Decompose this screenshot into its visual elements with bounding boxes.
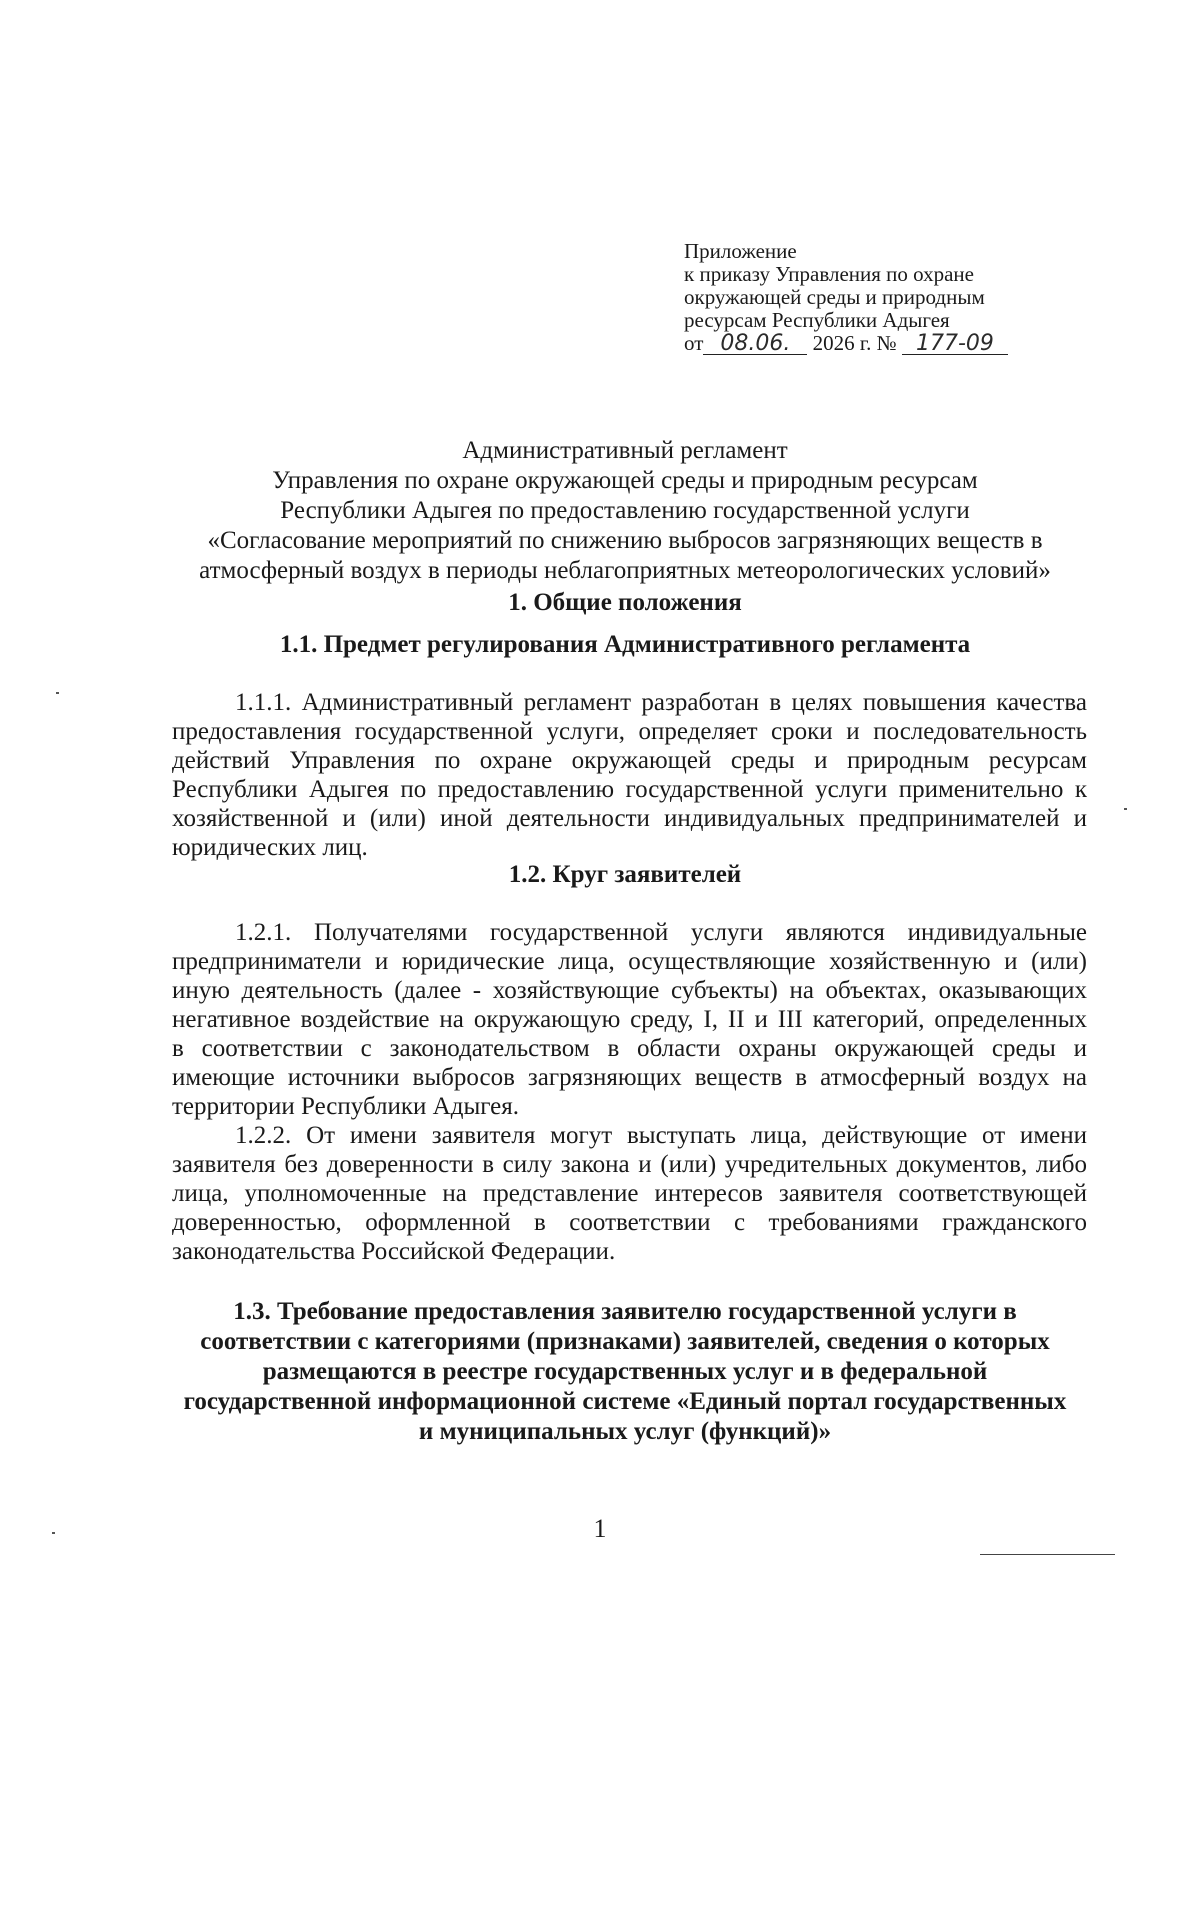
scan-speck	[1124, 808, 1127, 810]
paragraph-line: 1.1.1. Административный регламент разработан в целях повышения качества	[235, 689, 1087, 716]
heading-line: государственной информационной системе «Единый портал государственных	[183, 1388, 1067, 1415]
page-number: 1	[593, 1514, 607, 1543]
heading-line: и муниципальных услуг (функций)»	[418, 1418, 832, 1445]
approval-date-line	[684, 332, 1084, 355]
paragraph-line: заявителя без доверенности в силу закона и (или) учредительных документов, либо	[172, 1151, 1087, 1178]
handwritten-order-number: 177-09	[902, 334, 1008, 355]
paragraph-1-2-1	[172, 918, 1087, 1121]
approval-line: окружающей среды и природным	[684, 285, 985, 309]
paragraph-1-2-2	[172, 1121, 1087, 1266]
heading-line: соответствии с категориями (признаками) заявителей, сведения о которых	[200, 1328, 1050, 1355]
section-1-heading	[160, 588, 1090, 618]
approval-line: к приказу Управления по охране	[684, 262, 974, 286]
heading-line: 1.3. Требование предоставления заявителю государственной услуги в	[233, 1298, 1017, 1325]
paragraph-line: 1.2.2. От имени заявителя могут выступать лица, действующие от имени	[235, 1122, 1087, 1149]
paragraph-line: негативное воздействие на окружающую среду, I, II и III категорий, определенных	[172, 1006, 1087, 1033]
paragraph-line: Республики Адыгея по предоставлению государственной услуги применительно к	[172, 776, 1087, 803]
section-1-2-heading	[160, 860, 1090, 890]
paragraph-line: территории Республики Адыгея.	[172, 1093, 520, 1120]
footer-rule	[980, 1554, 1115, 1555]
title-line: атмосферный воздух в периоды неблагоприятных метеорологических условий»	[199, 557, 1051, 584]
heading-text: 1.2. Круг заявителей	[508, 861, 742, 888]
section-1-1-heading	[160, 630, 1090, 660]
paragraph-line: доверенностью, оформленной в соответствии с требованиями гражданского	[172, 1209, 1087, 1236]
paragraph-line: законодательства Российской Федерации.	[172, 1238, 616, 1265]
paragraph-line: иную деятельность (далее - хозяйствующие субъекты) на объектах, оказывающих	[172, 977, 1087, 1004]
paragraph-line: лица, уполномоченные на представление интересов заявителя соответствующей	[172, 1180, 1087, 1207]
paragraph-1-1-1	[172, 688, 1087, 862]
paragraph-line: 1.2.1. Получателями государственной услуги являются индивидуальные	[235, 919, 1087, 946]
handwritten-date: 08.06.	[703, 334, 807, 355]
heading-line: размещаются в реестре государственных услуг и в федеральной	[262, 1358, 988, 1385]
scan-speck	[52, 1532, 55, 1534]
paragraph-line: хозяйственной и (или) иной деятельности индивидуальных предпринимателей и	[172, 805, 1087, 832]
title-line: Управления по охране окружающей среды и природным ресурсам	[272, 467, 978, 494]
title-line: «Согласование мероприятий по снижению выбросов загрязняющих веществ в	[207, 527, 1043, 554]
section-1-3-heading	[160, 1297, 1090, 1447]
heading-text: 1. Общие положения	[508, 589, 742, 616]
paragraph-line: предоставления государственной услуги, определяет сроки и последовательность	[172, 718, 1087, 745]
scan-speck	[56, 692, 59, 694]
approval-block	[684, 240, 1084, 355]
paragraph-line: имеющие источники выбросов загрязняющих веществ в атмосферный воздух на	[172, 1064, 1087, 1091]
heading-text: 1.1. Предмет регулирования Административного регламента	[279, 631, 971, 658]
title-line: Административный регламент	[462, 437, 788, 464]
from-label: от	[684, 331, 704, 355]
approval-line: ресурсам Республики Адыгея	[684, 308, 950, 332]
paragraph-line: предприниматели и юридические лица, осуществляющие хозяйственную и (или)	[172, 948, 1087, 975]
paragraph-line: в соответствии с законодательством в области охраны окружающей среды и	[172, 1035, 1087, 1062]
year-number-label: 2026 г. №	[812, 331, 897, 355]
paragraph-line: действий Управления по охране окружающей среды и природным ресурсам	[172, 747, 1087, 774]
paragraph-line: юридических лиц.	[172, 834, 368, 861]
title-line: Республики Адыгея по предоставлению государственной услуги	[280, 497, 970, 524]
approval-line: Приложение	[684, 239, 797, 263]
document-title	[160, 436, 1090, 586]
